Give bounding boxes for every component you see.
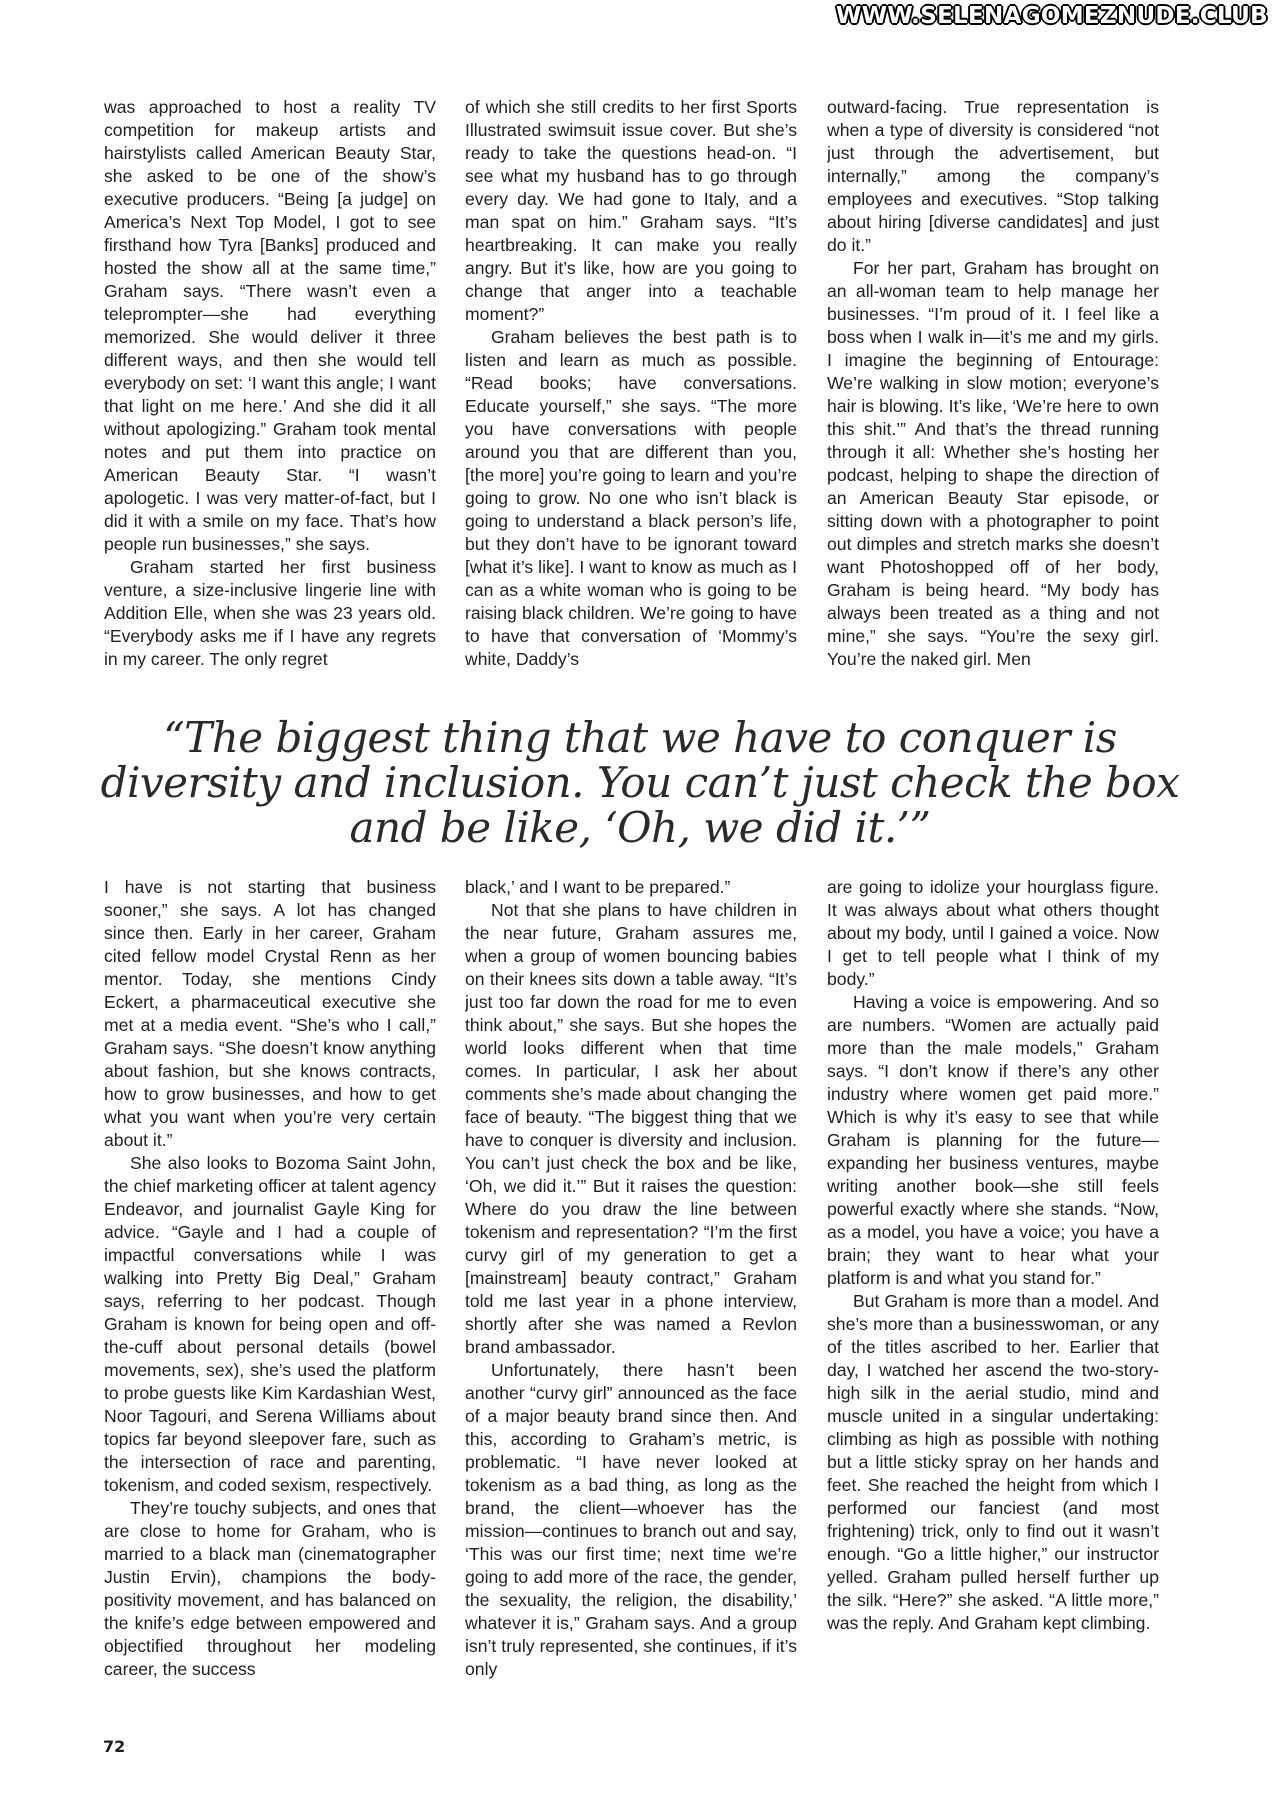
paragraph: Graham started her first business venture, a size-inclusive lingerie line with Addition Elle, when she was 23 years old. “Everybody asks me if I have any regrets in my career. The only regret <box>104 557 436 669</box>
paragraph: black,’ and I want to be prepared.” <box>465 877 731 897</box>
article-column-bottom-2 <box>465 876 797 1708</box>
article-column-top-1 <box>104 96 436 694</box>
paragraph: They’re touchy subjects, and ones that are close to home for Graham, who is married to a black man (cinematographer Justin Ervin), champions the body-positivity movement, and has balanced on the knife’s edge between empowered and objectified throughout her modeling career, the success <box>104 1498 436 1679</box>
paragraph: are going to idolize your hourglass figure. It was always about what others thought about my body, until I gained a voice. Now I get to tell people what I think of my body.” <box>827 877 1159 989</box>
paragraph: She also looks to Bozoma Saint John, the chief marketing officer at talent agency Endeavor, and journalist Gayle King for advice. “Gayle and I had a couple of impactful conversations while I was walking into Pretty Big Deal,” Graham says, referring to her podcast. Though Graham is known for being open and off-the-cuff about personal details (bowel movements, sex), she’s used the platform to probe guests like Kim Kardashian West, Noor Tagouri, and Serena Williams about topics far beyond sleepover fare, such as the intersection of race and parenting, tokenism, and coded sexism, respectively. <box>104 1153 436 1495</box>
article-column-top-2 <box>465 96 797 694</box>
paragraph: of which she still credits to her first Sports Illustrated swimsuit issue cover. But she’s ready to take the questions head-on. “I see what my husband has to go through every day. We had gone to Italy, and a man spat on him.” Graham says. “It’s heartbreaking. It can make you really angry. But it’s like, how are you going to change that anger into a teachable moment?” <box>465 97 797 324</box>
paragraph: I have is not starting that business sooner,” she says. A lot has changed since then. Early in her career, Graham cited fellow model Crystal Renn as her mentor. Today, she mentions Cindy Eckert, a pharmaceutical executive she met at a media event. “She’s who I call,” Graham says. “She doesn’t know anything about fashion, but she knows contracts, how to grow businesses, and how to get what you want when you’re very certain about it.” <box>104 877 436 1150</box>
paragraph: For her part, Graham has brought on an all-woman team to help manage her businesses. “I’m proud of it. I feel like a boss when I walk in—it’s me and my girls. I imagine the beginning of Entourage: We’re walking in slow motion; everyone’s hair is blowing. It’s like, ‘We’re here to own this shit.’” And that’s the thread running through it all: Whether she’s hosting her podcast, helping to shape the direction of an American Beauty Star episode, or sitting down with a photographer to point out dimples and stretch marks she doesn’t want Photoshopped off of her body, Graham is being heard. “My body has always been treated as a thing and not mine,” she says. “You’re the sexy girl. You’re the naked girl. Men <box>827 258 1159 669</box>
paragraph: Graham believes the best path is to listen and learn as much as possible. “Read books; have conversations. Educate yourself,” she says. “The more you have conversations with people around you that are different than you, [the more] you’re going to learn and you’re going to grow. No one who isn’t black is going to understand a black person’s life, but they don’t have to be ignorant toward [what it’s like]. I want to know as much as I can as a white woman who is going to be raising black children. We’re going to have to have that conversation of ‘Mommy’s white, Daddy’s <box>465 327 797 669</box>
article-column-bottom-1 <box>104 876 436 1708</box>
paragraph: was approached to host a reality TV competition for makeup artists and hairstylists called American Beauty Star, she asked to be one of the show’s executive producers. “Being [a judge] on America’s Next Top Model, I got to see firsthand how Tyra [Banks] produced and hosted the show all at the same time,” Graham says. “There wasn’t even a teleprompter—she had everything memorized. She would deliver it three different ways, and then she would tell everybody on set: ‘I want this angle; I want that light on me here.’ And she did it all without apologizing.” Graham took mental notes and put them into practice on American Beauty Star. “I wasn’t apologetic. I was very matter-of-fact, but I did it with a smile on my face. That’s how people run businesses,” she says. <box>104 97 436 554</box>
paragraph: Having a voice is empowering. And so are numbers. “Women are actually paid more than the male models,” Graham says. “I don’t know if there’s any other industry where women get paid more.” Which is why it’s easy to see that while Graham is planning for the future—expanding her business ventures, maybe writing another book—she still feels powerful exactly where she stands. “Now, as a model, you have a voice; you have a brain; they want to hear what your platform is and what you stand for.” <box>827 992 1159 1288</box>
paragraph: outward-facing. True representation is when a type of diversity is considered “not just through the advertisement, but internally,” among the company’s employees and executives. “Stop talking about hiring [diverse candidates] and just do it.” <box>827 97 1159 255</box>
paragraph: Not that she plans to have children in the near future, Graham assures me, when a group of women bouncing babies on their knees sits down a table away. “It’s just too far down the road for me to even think about,” she says. But she hopes the world looks different when that time comes. In particular, I ask her about comments she’s made about changing the face of beauty. “The biggest thing that we have to conquer is diversity and inclusion. You can’t just check the box and be like, ‘Oh, we did it.’” But it raises the question: Where do you draw the line between tokenism and representation? “I’m the first curvy girl of my generation to get a [mainstream] beauty contract,” Graham told me last year in a phone interview, shortly after she was named a Revlon brand ambassador. <box>465 900 797 1357</box>
article-column-top-3 <box>827 96 1159 694</box>
watermark: WWW.SELENAGOMEZNUDE.CLUB <box>836 3 1268 29</box>
pull-quote: “The biggest thing that we have to conquer is diversity and inclusion. You can’t just check the box and be like, ‘Oh, we did it.’” <box>100 713 1180 852</box>
paragraph: But Graham is more than a model. And she’s more than a businesswoman, or any of the titles ascribed to her. Earlier that day, I watched her ascend the two-story-high silk in the aerial studio, mind and muscle united in a singular undertaking: climbing as high as possible with nothing but a little sticky spray on her hands and feet. She reached the height from which I performed our fanciest (and most frightening) trick, only to find out it wasn’t enough. “Go a little higher,” our instructor yelled. Graham pulled herself further up the silk. “Here?” she asked. “A little more,” was the reply. And Graham kept climbing. <box>827 1291 1159 1633</box>
paragraph: Unfortunately, there hasn’t been another “curvy girl” announced as the face of a major beauty brand since then. And this, according to Graham’s metric, is problematic. “I have never looked at tokenism as a bad thing, as long as the brand, the client—whoever has the mission—continues to branch out and say, ‘This was our first time; next time we’re going to add more of the race, the gender, the sexuality, the religion, the disability,’ whatever it is,” Graham says. And a group isn’t truly represented, she continues, if it’s only <box>465 1360 797 1679</box>
article-column-bottom-3 <box>827 876 1159 1708</box>
page-number: 72 <box>103 1737 126 1756</box>
